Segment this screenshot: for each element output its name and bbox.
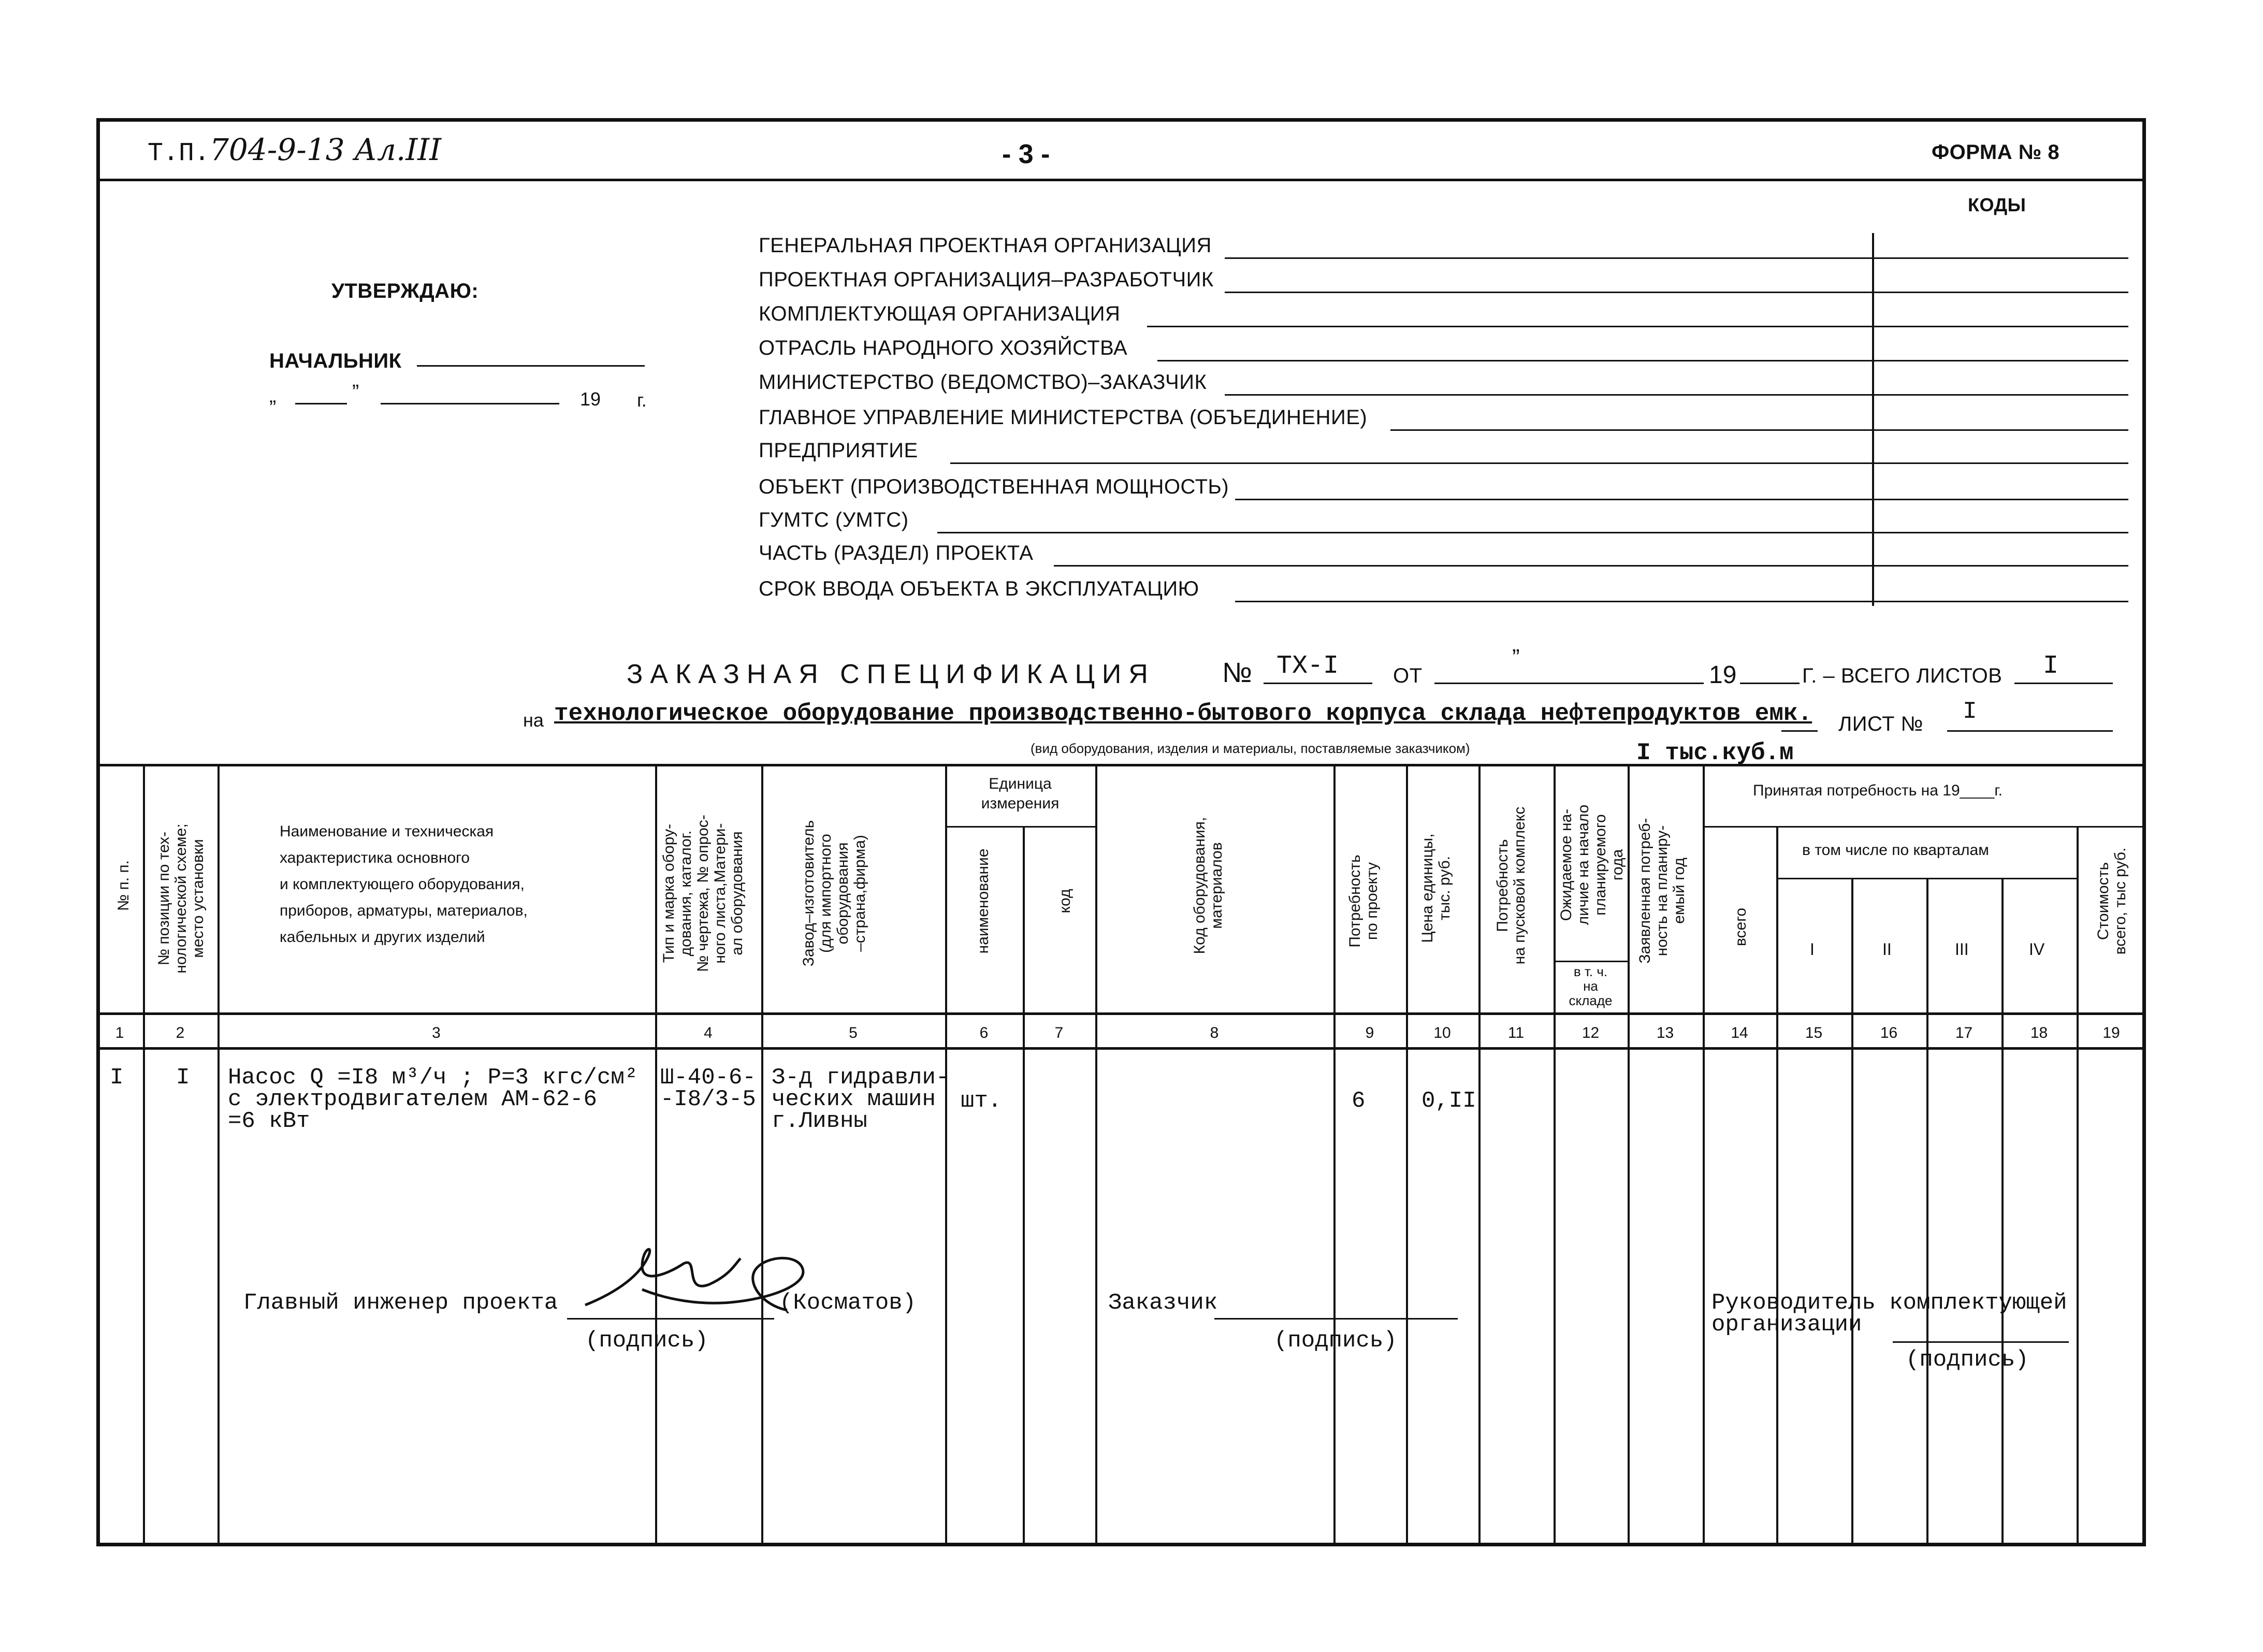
column-number: 19 [2102,1024,2120,1041]
org-field-label: ГЕНЕРАЛЬНАЯ ПРОЕКТНАЯ ОРГАНИЗАЦИЯ [759,234,1212,257]
quarter-1-header: I [1810,940,1815,959]
stock-subheader-line [1554,961,1628,962]
org-field-label: ПРЕДПРИЯТИЕ [759,439,918,462]
org-field-line[interactable] [1225,257,2128,259]
column-number: 1 [115,1024,124,1041]
col-header-2: № позиции по тех- нологической схеме; место установки [155,823,207,974]
column-number: 11 [1507,1024,1525,1041]
sheet-label: ЛИСТ № [1838,713,1924,735]
unit-header: Единица измерения [981,775,1060,812]
unit-subheader-line [945,826,1095,828]
table-column-line [1703,764,1705,1546]
date-month-line [381,403,559,404]
spec-date-line [1434,683,1704,684]
org-field-label: КОМПЛЕКТУЮЩАЯ ОРГАНИЗАЦИЯ [759,302,1121,325]
form-label: ФОРМА № 8 [1932,141,2060,164]
org-field-label: СРОК ВВОДА ОБЪЕКТА В ЭКСПЛУАТАЦИЮ [759,577,1199,600]
column-number: 5 [849,1024,858,1041]
org-field-label: ГЛАВНОЕ УПРАВЛЕНИЕ МИНИСТЕРСТВА (ОБЪЕДИНЕНИЕ) [759,406,1368,429]
col-header-12b: в т. ч. на складе [1569,964,1613,1008]
table-column-line [1406,764,1408,1546]
quarter-3-header: III [1955,940,1969,959]
column-number: 18 [2030,1024,2048,1041]
spec-title: ЗАКАЗНАЯ СПЕЦИФИКАЦИЯ [627,659,1155,689]
table-top-line [96,764,2146,766]
spec-total-line [2014,683,2113,684]
org-field-label: ЧАСТЬ (РАЗДЕЛ) ПРОЕКТА [759,542,1034,564]
quarters-header: в том числе по кварталам [1802,842,1989,859]
org-field-line[interactable] [1225,394,2128,396]
column-number: 3 [432,1024,441,1041]
col-header-3: Наименование и техническая характеристика основного и комплектующего оборудования, приборов, арматуры, материалов, кабельных и других изделий [280,823,528,946]
col-header-4: Тип и марка обору- дования, каталог. № чертежа, № опрос- ного листа,Матери- ал оборудования [660,815,746,972]
org-field-line[interactable] [937,532,2128,533]
spec-from-label: ОТ [1393,664,1423,687]
row-unit: шт. [961,1088,1002,1114]
table-column-line [1023,826,1025,1546]
org-field-line[interactable] [1054,565,2128,567]
table-column-line [1333,764,1336,1546]
header-divider [96,179,2146,181]
table-column-line [217,764,220,1546]
column-number: 8 [1210,1024,1219,1041]
engineer-label: Главный инженер проекта [243,1290,558,1316]
org-field-label: ОБЪЕКТ (ПРОИЗВОДСТВЕННАЯ МОЩНОСТЬ) [759,475,1229,498]
col-header-7: код [1056,889,1074,914]
table-column-line [1095,764,1097,1546]
spec-number: ТХ-I [1276,651,1339,681]
supplier-sign-caption: (подпись) [1906,1347,2029,1373]
sheet-number: I [1963,698,1977,725]
approve-year-suffix: г. [637,389,647,411]
table-column-line [1628,764,1630,1546]
customer-sign-line [1214,1318,1458,1320]
column-number: 12 [1582,1024,1600,1041]
customer-label: Заказчик [1108,1290,1218,1316]
quarter-4-header: IV [2029,940,2045,959]
spec-number-line [1264,683,1372,684]
chief-line [417,365,645,367]
row-price: 0,II [1421,1088,1476,1114]
row-number: I [110,1065,124,1091]
page-number: - 3 - [1002,139,1050,169]
row-maker: З-д гидравли- ческих машин г.Ливны [772,1065,950,1134]
spec-capacity: I тыс.куб.м [1636,740,1794,766]
sheet-number-line [1947,730,2113,732]
table-column-line [945,764,947,1546]
supplier-label: Руководитель комплектующей организации [1711,1290,2067,1338]
row-name: Насос Q =I8 м³/ч ; Р=3 кгс/см² с электродвигателем АМ-62-6 =6 кВт [228,1065,639,1134]
col-header-9: Потребность по проекту [1346,854,1381,948]
table-column-line [761,764,763,1546]
column-number: 9 [1365,1024,1374,1041]
col-header-8: Код оборудования, материалов [1191,817,1225,954]
quarter-2-header: II [1882,940,1892,959]
column-number: 10 [1433,1024,1451,1041]
table-column-line [2001,878,2004,1546]
col-header-12: Ожидаемое на- личие на начало планируемого года [1558,804,1626,925]
accepted-header: Принятая потребность на 19____г. [1753,782,2003,799]
spec-number-label: № [1222,657,1252,688]
chief-label: НАЧАЛЬНИК [269,350,402,372]
col-header-11: Потребность на пусковой комплекс [1494,806,1528,965]
column-number: 6 [979,1024,989,1041]
org-field-line[interactable] [1235,499,2128,500]
doc-ref: Т.П. [148,139,210,168]
approve-year: 19 [580,388,601,410]
table-column-line [1851,878,1853,1546]
column-number: 2 [176,1024,185,1041]
spec-for-label: на [523,709,544,731]
date-quote-open: „ [269,384,277,407]
column-number: 13 [1656,1024,1674,1041]
table-column-line [1478,764,1481,1546]
quarters-subheader-line [1776,878,2077,879]
spec-total-label: Г. – ВСЕГО ЛИСТОВ [1802,664,2003,687]
column-number: 15 [1805,1024,1823,1041]
col-header-14: всего [1732,907,1749,947]
codes-divider [1872,233,1874,606]
table-column-line [1926,878,1928,1546]
org-field-line[interactable] [1390,429,2128,431]
org-field-label: ОТРАСЛЬ НАРОДНОГО ХОЗЯЙСТВА [759,337,1128,359]
org-field-line[interactable] [1225,292,2128,293]
row-type: Ш-40-6- -I8/3-5 [660,1065,756,1112]
org-field-label: ПРОЕКТНАЯ ОРГАНИЗАЦИЯ–РАЗРАБОТЧИК [759,268,1214,291]
doc-ref-handwritten: 704-9-13 Ал.III [210,132,442,167]
table-header-bottom [96,1012,2146,1015]
approve-title: УТВЕРЖДАЮ: [331,280,479,302]
spec-date-quote: ” [1512,645,1520,670]
supplier-sign-line [1893,1341,2069,1343]
spec-subject: технологическое оборудование производственно-бытового корпуса склада нефтепродуктов емк. [554,700,1812,727]
col-header-5: Завод–изготовитель (для импортного оборудования –страна,фирма) [800,820,868,967]
col-header-19: Стоимость всего, тыс руб. [2095,847,2129,955]
org-field-label: ГУМТС (УМТС) [759,509,909,531]
org-field-label: МИНИСТЕРСТВО (ВЕДОМСТВО)–ЗАКАЗЧИК [759,371,1207,394]
date-quote-close: ” [352,381,359,403]
engineer-signature [564,1238,813,1331]
col-header-6: наименование [975,848,992,954]
row-quantity: 6 [1352,1088,1366,1114]
column-number: 14 [1731,1024,1748,1041]
spec-subject-note: (вид оборудования, изделия и материалы, поставляемые заказчиком) [1031,741,1470,756]
column-number: 7 [1054,1024,1064,1041]
table-column-line [655,764,657,1546]
org-field-line[interactable] [1147,326,2128,327]
column-number: 17 [1955,1024,1973,1041]
spec-subject-line [1781,730,1818,732]
table-column-line [2077,826,2079,1546]
col-header-13: Заявленная потреб- ность на планиру- емый год [1636,818,1688,964]
spec-total-sheets: I [2043,651,2059,681]
codes-label: КОДЫ [1968,194,2026,215]
col-header-1: № п. п. [115,860,132,911]
spec-year-label: 19 [1709,661,1737,689]
engineer-name: (Косматов) [779,1290,917,1316]
column-number: 16 [1880,1024,1898,1041]
org-field-line[interactable] [950,462,2128,464]
col-header-10: Цена единицы, тыс. руб. [1419,833,1453,943]
table-numbers-bottom [96,1047,2146,1050]
table-column-line [143,764,145,1546]
spec-year-line [1740,683,1800,684]
customer-sign-caption: (подпись) [1274,1328,1397,1354]
date-day-line [295,403,347,404]
table-column-line [1554,764,1556,1546]
table-column-line [1776,826,1778,1546]
row-position: I [176,1065,190,1091]
accepted-subheader-line [1703,826,2146,828]
engineer-sign-caption: (подпись) [585,1328,708,1354]
org-field-line[interactable] [1235,601,2128,602]
column-number: 4 [704,1024,713,1041]
org-field-line[interactable] [1157,360,2128,361]
